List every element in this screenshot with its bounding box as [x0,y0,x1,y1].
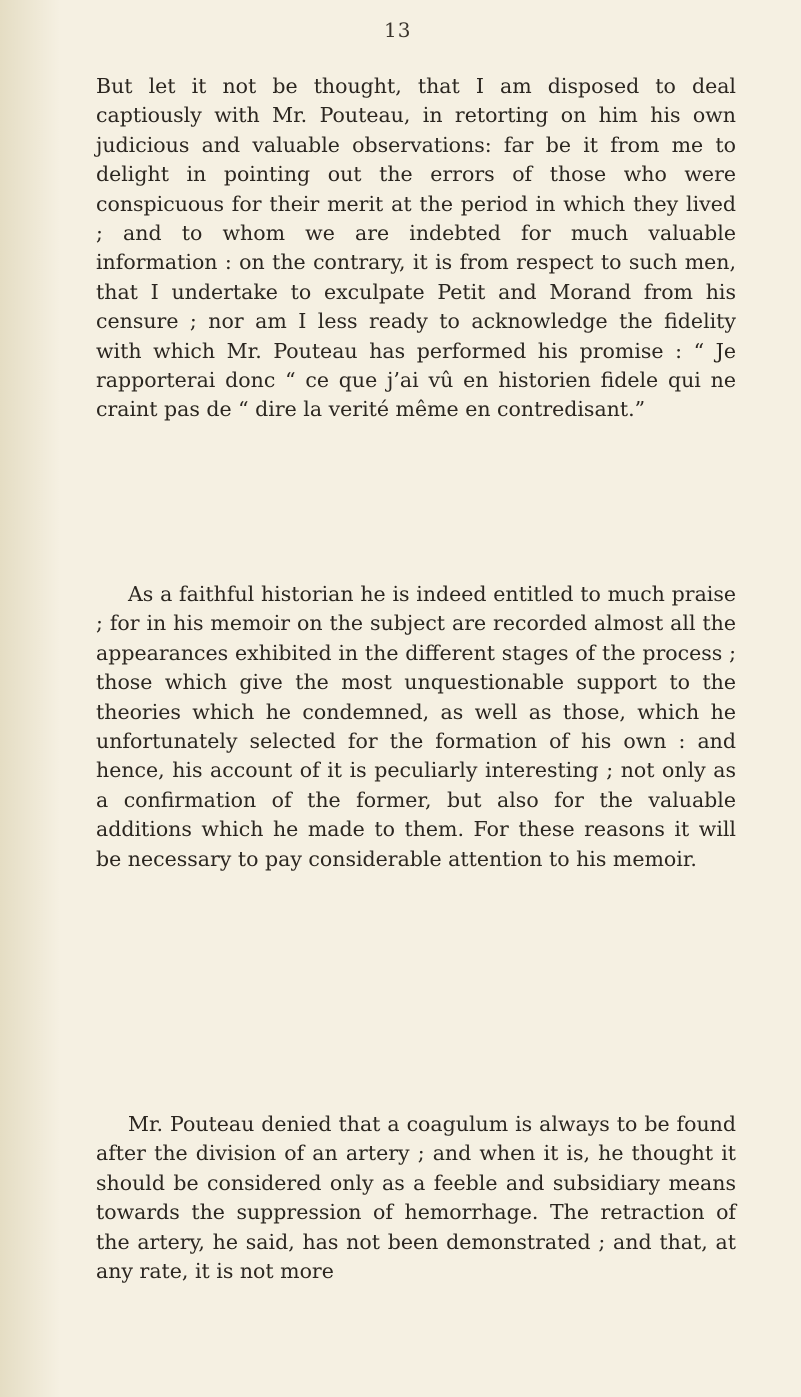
paragraph-1-text: But let it not be thought, that I am disposed to deal captiously with Mr. Pouteau, in retorting on him his own judicious and valuable observations: far be it from me to delight in pointing out the errors of those who were conspicuous for their merit at the period in which they lived ; and to whom we are indebted for much valuable information : on the contrary, it is from respect to such men, that I undertake to exculpate Petit and Morand from his censure ; nor am I less ready to acknowledge the fidelity with which Mr. Pouteau has performed his promise : “ Je rapporterai donc “ ce que j’ai vû en historien fidele qui ne craint pas de “ dire la verité même en contredisant.” [96,74,736,422]
paragraph-2 [96,580,736,874]
paragraph-1 [96,72,736,425]
page-number: 13 [384,18,412,42]
paragraph-3 [96,1110,736,1286]
paragraph-3-text: Mr. Pouteau denied that a coagulum is always to be found after the division of an artery ; and when it is, he thought it should be considered only as a feeble and subsidiary means towards the suppression of hemorrhage. The retraction of the artery, he said, has not been demonstrated ; and that, at any rate, it is not more [96,1112,736,1284]
paragraph-2-text: As a faithful historian he is indeed entitled to much praise ; for in his memoir on the subject are recorded almost all the appearances exhibited in the different stages of the process ; those which give the most unquestionable support to the theories which he condemned, as well as those, which he unfortunately selected for the formation of his own : and hence, his account of it is peculiarly interesting ; not only as a confirmation of the former, but also for the valuable additions which he made to them. For these reasons it will be necessary to pay considerable attention to his memoir. [96,582,736,871]
